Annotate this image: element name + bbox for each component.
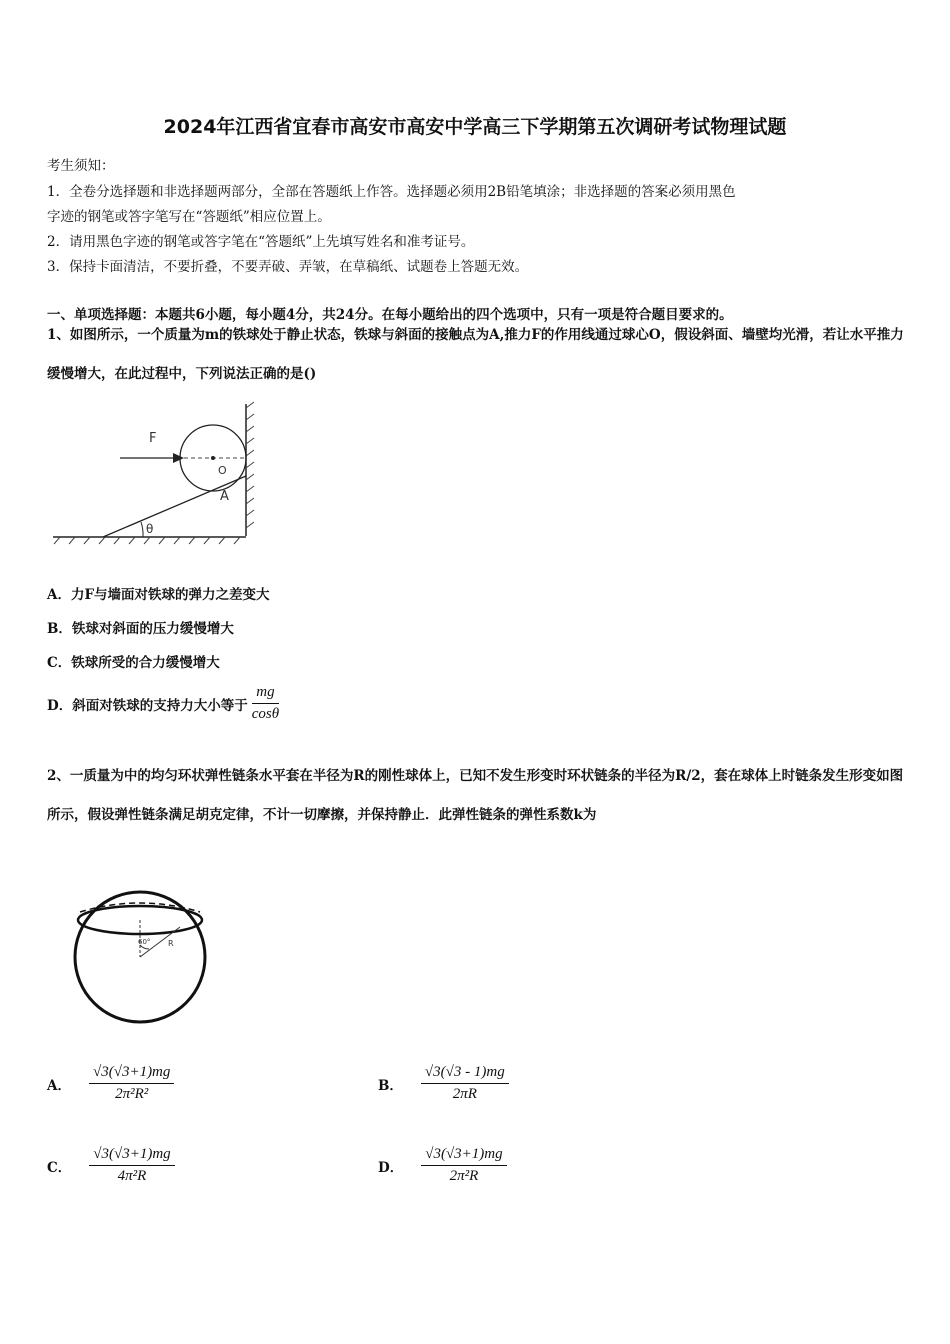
fraction-numerator: √3(√3 - 1)mg (421, 1064, 509, 1084)
fraction-numerator: √3(√3+1)mg (421, 1146, 506, 1166)
q2-option-b-fraction (421, 1064, 509, 1103)
q2-option-c-letter: C． (47, 1159, 72, 1176)
notice-item-1-cont: 字迹的钢笔或答字笔写在“答题纸”相应位置上。 (47, 209, 331, 225)
q2-option-b-letter: B． (378, 1077, 403, 1094)
question-1-stem: 1、如图所示，一个质量为m的铁球处于静止状态，铁球与斜面的接触点为A,推力F的作用线通过球心O，假设斜面、墙壁均光滑，若让水平推力缓慢增大，在此过程中，下列说法正确的是() (47, 327, 904, 382)
notice-heading: 考生须知： (47, 158, 115, 174)
question-2-stem: 2、一质量为中的均匀环状弹性链条水平套在半径为R的刚性球体上，已知不发生形变时环状链条的半径为R/2，套在球体上时链条发生形变如图所示，假设弹性链条满足胡克定律，不计一切摩擦，并保持静止．此弹性链条的弹性系数k为 (47, 768, 904, 823)
question-1-figure (48, 398, 268, 548)
fraction-numerator: mg (252, 684, 278, 704)
label-A: A (220, 489, 229, 504)
q2-option-a (47, 1064, 174, 1103)
q2-option-d-fraction (421, 1146, 506, 1185)
section-heading: 一、单项选择题：本题共6小题，每小题4分，共24分。在每小题给出的四个选项中，只有一项是符合题目要求的。 (47, 307, 733, 323)
q2-option-d (378, 1146, 507, 1185)
label-theta: θ (146, 522, 154, 536)
page-title: 2024年江西省宜春市高安市高安中学高三下学期第五次调研考试物理试题 (163, 116, 787, 138)
q1-option-a: A．力F与墙面对铁球的弹力之差变大 (47, 587, 270, 603)
q1-option-c: C．铁球所受的合力缓慢增大 (47, 655, 220, 671)
fraction-numerator: √3(√3+1)mg (89, 1146, 174, 1166)
question-2-figure (60, 872, 220, 1032)
q2-option-b (378, 1064, 509, 1103)
notice-item-2: 2．请用黑色字迹的钢笔或答字笔在“答题纸”上先填写姓名和准考证号。 (47, 234, 475, 250)
fraction-denominator: 2π²R (449, 1168, 479, 1184)
q1-option-b: B．铁球对斜面的压力缓慢增大 (47, 621, 234, 637)
label-60-degrees: 60° (138, 938, 151, 946)
fraction-denominator: 2πR (452, 1086, 477, 1102)
q1-option-d-fraction (248, 684, 283, 723)
label-O: O (218, 464, 227, 477)
q2-option-a-letter: A． (47, 1077, 71, 1094)
q1-option-d-text: D．斜面对铁球的支持力大小等于 (47, 697, 248, 714)
q2-option-c (47, 1146, 175, 1185)
fraction-denominator: cosθ (251, 706, 280, 722)
label-F: F (149, 431, 157, 446)
fraction-denominator: 2π²R² (115, 1086, 149, 1102)
q2-option-d-letter: D． (378, 1159, 404, 1176)
notice-item-1: 1．全卷分选择题和非选择题两部分，全部在答题纸上作答。选择题必须用2B铅笔填涂；非选择题的答案必须用黑色 (47, 184, 736, 200)
notice-item-3: 3．保持卡面清洁，不要折叠，不要弄破、弄皱，在草稿纸、试题卷上答题无效。 (47, 259, 529, 275)
fraction-numerator: √3(√3+1)mg (89, 1064, 174, 1084)
q2-option-c-fraction (89, 1146, 174, 1185)
q2-option-a-fraction (89, 1064, 174, 1103)
q1-option-d (47, 684, 283, 723)
fraction-denominator: 4π²R (117, 1168, 147, 1184)
label-R: R (168, 939, 174, 948)
